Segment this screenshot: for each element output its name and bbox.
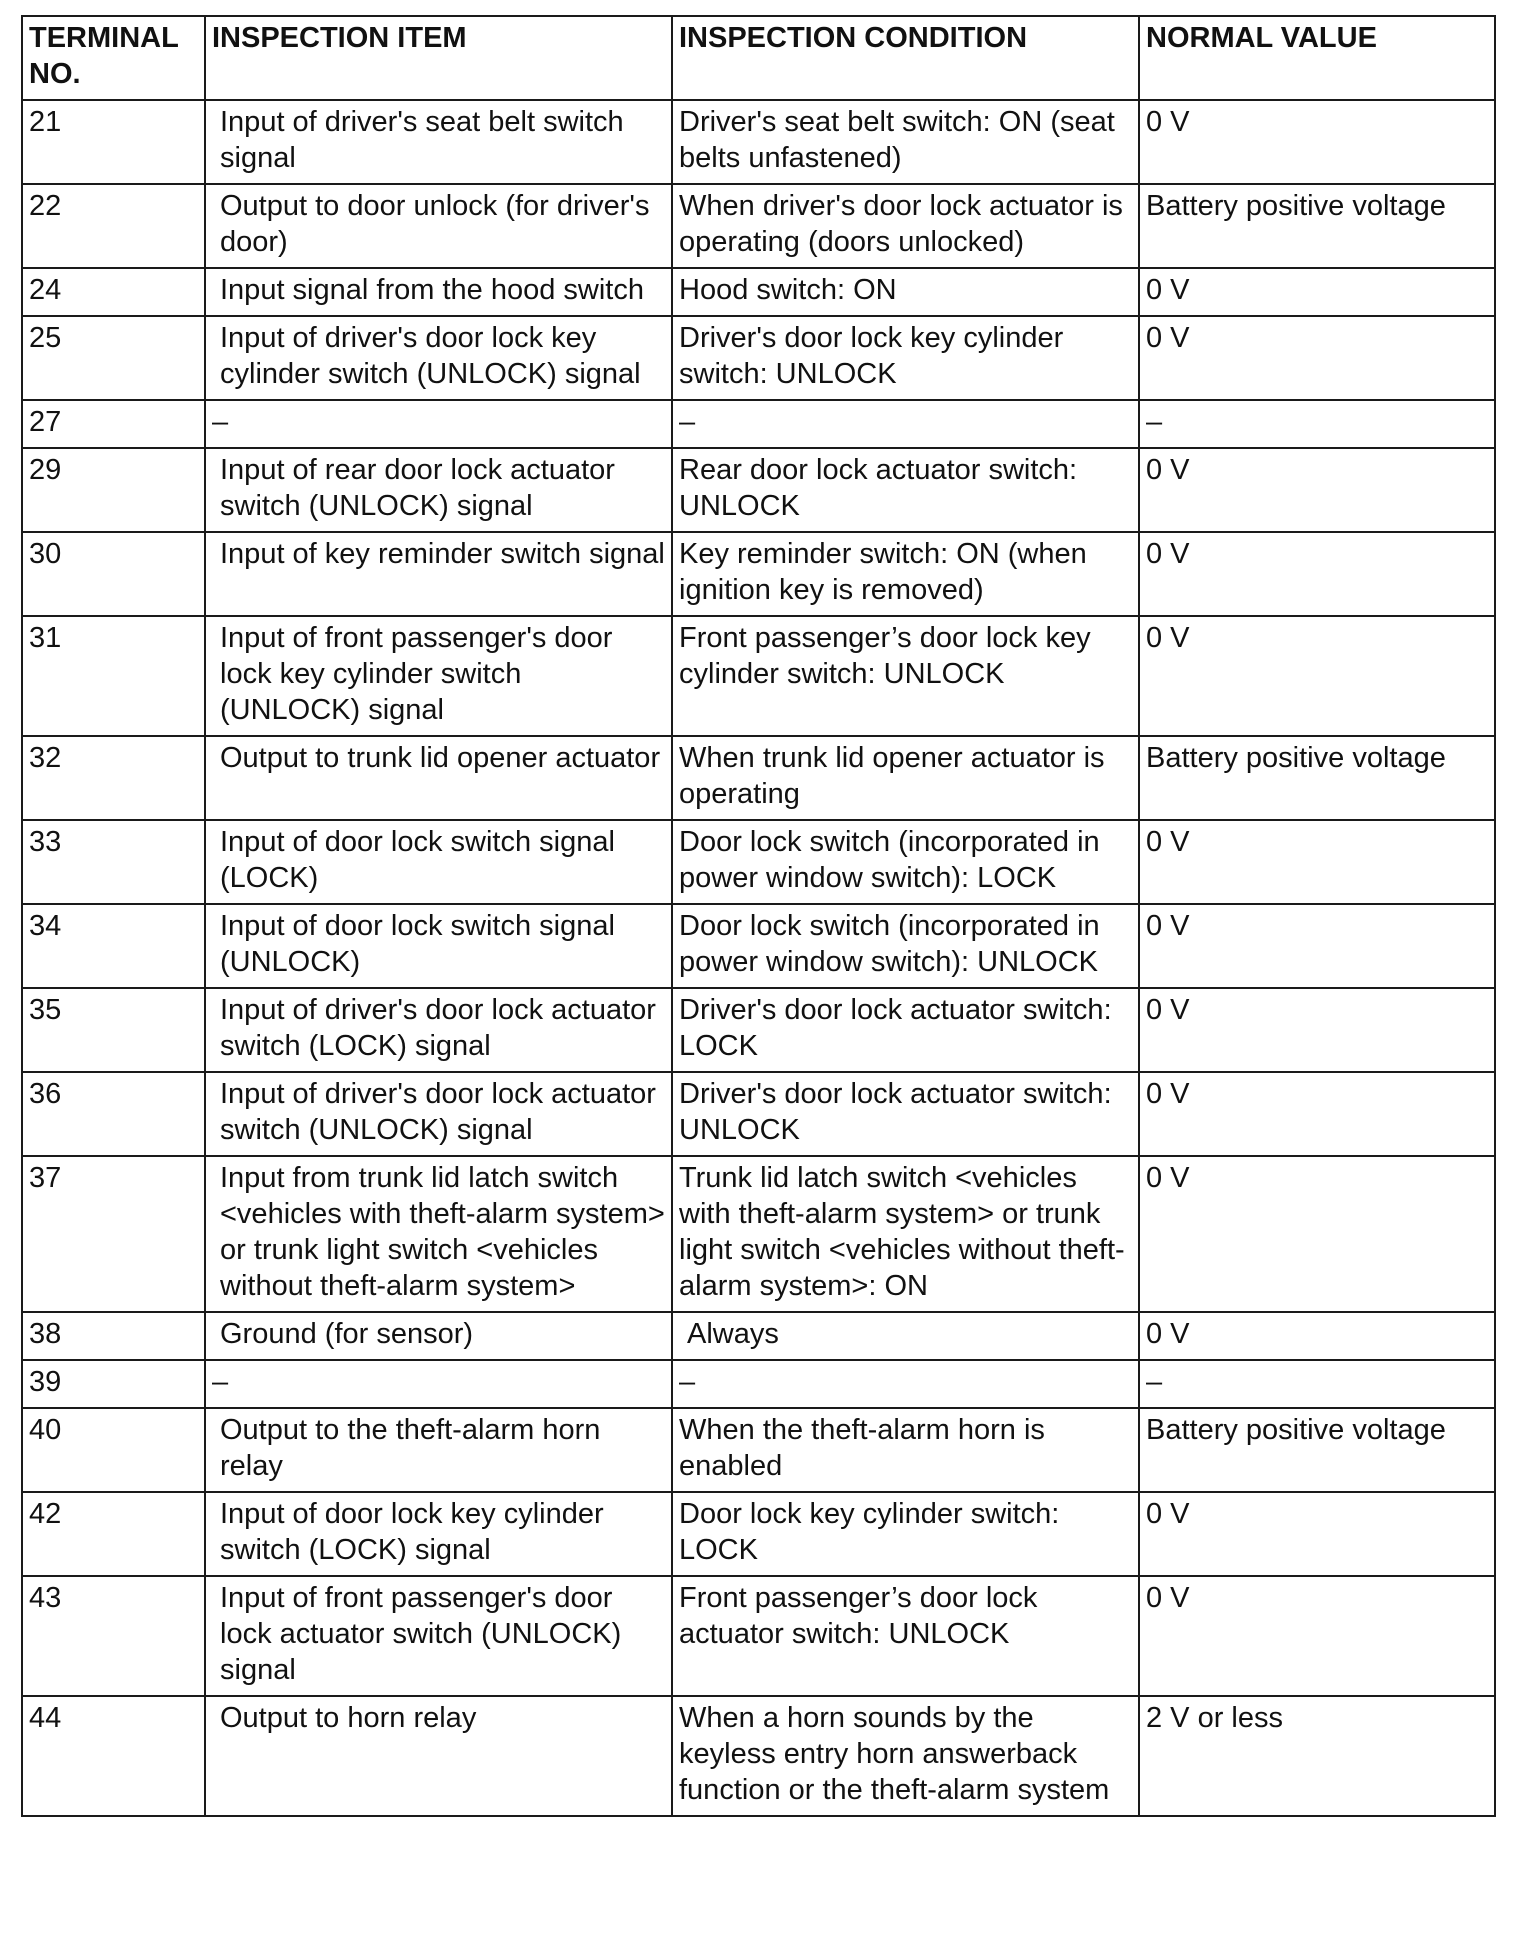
normal-value-cell: – [1139, 400, 1495, 448]
terminal-cell: 22 [22, 184, 205, 268]
inspection-item-cell: Input signal from the hood switch [205, 268, 672, 316]
terminal-cell: 30 [22, 532, 205, 616]
table-row [22, 1072, 1495, 1156]
inspection-item-cell: Input of door lock switch signal (UNLOCK) [205, 904, 672, 988]
table-row [22, 820, 1495, 904]
inspection-condition-cell: Hood switch: ON [672, 268, 1139, 316]
inspection-condition-cell: – [672, 1360, 1139, 1408]
inspection-condition-cell: Driver's door lock key cylinder switch: UNLOCK [672, 316, 1139, 400]
table-row [22, 736, 1495, 820]
normal-value-cell: 0 V [1139, 100, 1495, 184]
inspection-item-cell: Output to the theft-alarm horn relay [205, 1408, 672, 1492]
header-normal-value: NORMAL VALUE [1139, 16, 1495, 100]
normal-value-cell: 0 V [1139, 904, 1495, 988]
inspection-item-cell: Input of door lock switch signal (LOCK) [205, 820, 672, 904]
terminal-cell: 29 [22, 448, 205, 532]
normal-value-cell: 0 V [1139, 268, 1495, 316]
terminal-cell: 33 [22, 820, 205, 904]
normal-value-cell: 0 V [1139, 988, 1495, 1072]
normal-value-cell: 0 V [1139, 316, 1495, 400]
inspection-condition-cell: Door lock switch (incorporated in power window switch): UNLOCK [672, 904, 1139, 988]
inspection-item-cell: Input of rear door lock actuator switch (UNLOCK) signal [205, 448, 672, 532]
table-row [22, 1576, 1495, 1696]
normal-value-cell: 0 V [1139, 616, 1495, 736]
inspection-item-cell: Ground (for sensor) [205, 1312, 672, 1360]
header-inspection-item: INSPECTION ITEM [205, 16, 672, 100]
normal-value-cell: Battery positive voltage [1139, 736, 1495, 820]
terminal-cell: 37 [22, 1156, 205, 1312]
terminal-cell: 34 [22, 904, 205, 988]
terminal-cell: 39 [22, 1360, 205, 1408]
table-row [22, 100, 1495, 184]
inspection-item-cell: Output to door unlock (for driver's door) [205, 184, 672, 268]
inspection-condition-cell: Driver's door lock actuator switch: UNLOCK [672, 1072, 1139, 1156]
inspection-condition-cell: Door lock key cylinder switch: LOCK [672, 1492, 1139, 1576]
table-row [22, 448, 1495, 532]
inspection-condition-cell: Rear door lock actuator switch: UNLOCK [672, 448, 1139, 532]
inspection-condition-cell: – [672, 400, 1139, 448]
inspection-item-cell: Input of driver's seat belt switch signal [205, 100, 672, 184]
terminal-cell: 31 [22, 616, 205, 736]
terminal-cell: 36 [22, 1072, 205, 1156]
normal-value-cell: – [1139, 1360, 1495, 1408]
terminal-cell: 42 [22, 1492, 205, 1576]
table-row [22, 316, 1495, 400]
table-row [22, 904, 1495, 988]
inspection-item-cell: Input of driver's door lock actuator switch (UNLOCK) signal [205, 1072, 672, 1156]
inspection-condition-cell: Driver's door lock actuator switch: LOCK [672, 988, 1139, 1072]
terminal-cell: 27 [22, 400, 205, 448]
table-row [22, 400, 1495, 448]
terminal-cell: 38 [22, 1312, 205, 1360]
inspection-item-cell: – [205, 1360, 672, 1408]
header-terminal-no: TERMINAL NO. [22, 16, 205, 100]
inspection-item-cell: Input of door lock key cylinder switch (LOCK) signal [205, 1492, 672, 1576]
inspection-condition-cell: Trunk lid latch switch <vehicles with theft-alarm system> or trunk light switch <vehicles without theft-alarm system>: ON [672, 1156, 1139, 1312]
terminal-cell: 44 [22, 1696, 205, 1816]
inspection-condition-cell: Key reminder switch: ON (when ignition key is removed) [672, 532, 1139, 616]
table-row [22, 1492, 1495, 1576]
inspection-condition-cell: When a horn sounds by the keyless entry horn answerback function or the theft-alarm system [672, 1696, 1139, 1816]
normal-value-cell: 0 V [1139, 1312, 1495, 1360]
inspection-item-cell: Input of front passenger's door lock key cylinder switch (UNLOCK) signal [205, 616, 672, 736]
inspection-item-cell: Input of front passenger's door lock actuator switch (UNLOCK) signal [205, 1576, 672, 1696]
inspection-item-cell: Input of driver's door lock key cylinder switch (UNLOCK) signal [205, 316, 672, 400]
terminal-cell: 21 [22, 100, 205, 184]
normal-value-cell: 0 V [1139, 1072, 1495, 1156]
inspection-condition-cell: Driver's seat belt switch: ON (seat belts unfastened) [672, 100, 1139, 184]
table-header-row [22, 16, 1495, 100]
inspection-item-cell: Input of driver's door lock actuator switch (LOCK) signal [205, 988, 672, 1072]
inspection-item-cell: – [205, 400, 672, 448]
terminal-cell: 40 [22, 1408, 205, 1492]
table-row [22, 184, 1495, 268]
normal-value-cell: Battery positive voltage [1139, 1408, 1495, 1492]
inspection-item-cell: Input from trunk lid latch switch <vehicles with theft-alarm system> or trunk light switch <vehicles without theft-alarm system> [205, 1156, 672, 1312]
normal-value-cell: 0 V [1139, 448, 1495, 532]
table-row [22, 616, 1495, 736]
normal-value-cell: Battery positive voltage [1139, 184, 1495, 268]
terminal-cell: 35 [22, 988, 205, 1072]
normal-value-cell: 2 V or less [1139, 1696, 1495, 1816]
table-row [22, 532, 1495, 616]
inspection-item-cell: Output to trunk lid opener actuator [205, 736, 672, 820]
terminal-cell: 25 [22, 316, 205, 400]
table-row [22, 1408, 1495, 1492]
terminal-cell: 32 [22, 736, 205, 820]
table-row [22, 1156, 1495, 1312]
inspection-condition-cell: When the theft-alarm horn is enabled [672, 1408, 1139, 1492]
normal-value-cell: 0 V [1139, 820, 1495, 904]
inspection-condition-cell: Front passenger’s door lock key cylinder switch: UNLOCK [672, 616, 1139, 736]
inspection-condition-cell: Front passenger’s door lock actuator switch: UNLOCK [672, 1576, 1139, 1696]
inspection-item-cell: Input of key reminder switch signal [205, 532, 672, 616]
inspection-condition-cell: When driver's door lock actuator is operating (doors unlocked) [672, 184, 1139, 268]
inspection-condition-cell: Always [672, 1312, 1139, 1360]
normal-value-cell: 0 V [1139, 1576, 1495, 1696]
table-row [22, 1312, 1495, 1360]
terminal-inspection-table [21, 15, 1496, 1817]
normal-value-cell: 0 V [1139, 1156, 1495, 1312]
inspection-item-cell: Output to horn relay [205, 1696, 672, 1816]
terminal-cell: 24 [22, 268, 205, 316]
inspection-condition-cell: Door lock switch (incorporated in power window switch): LOCK [672, 820, 1139, 904]
inspection-condition-cell: When trunk lid opener actuator is operating [672, 736, 1139, 820]
table-row [22, 1360, 1495, 1408]
header-inspection-condition: INSPECTION CONDITION [672, 16, 1139, 100]
normal-value-cell: 0 V [1139, 1492, 1495, 1576]
table-row [22, 988, 1495, 1072]
table-row [22, 268, 1495, 316]
table-row [22, 1696, 1495, 1816]
terminal-cell: 43 [22, 1576, 205, 1696]
normal-value-cell: 0 V [1139, 532, 1495, 616]
